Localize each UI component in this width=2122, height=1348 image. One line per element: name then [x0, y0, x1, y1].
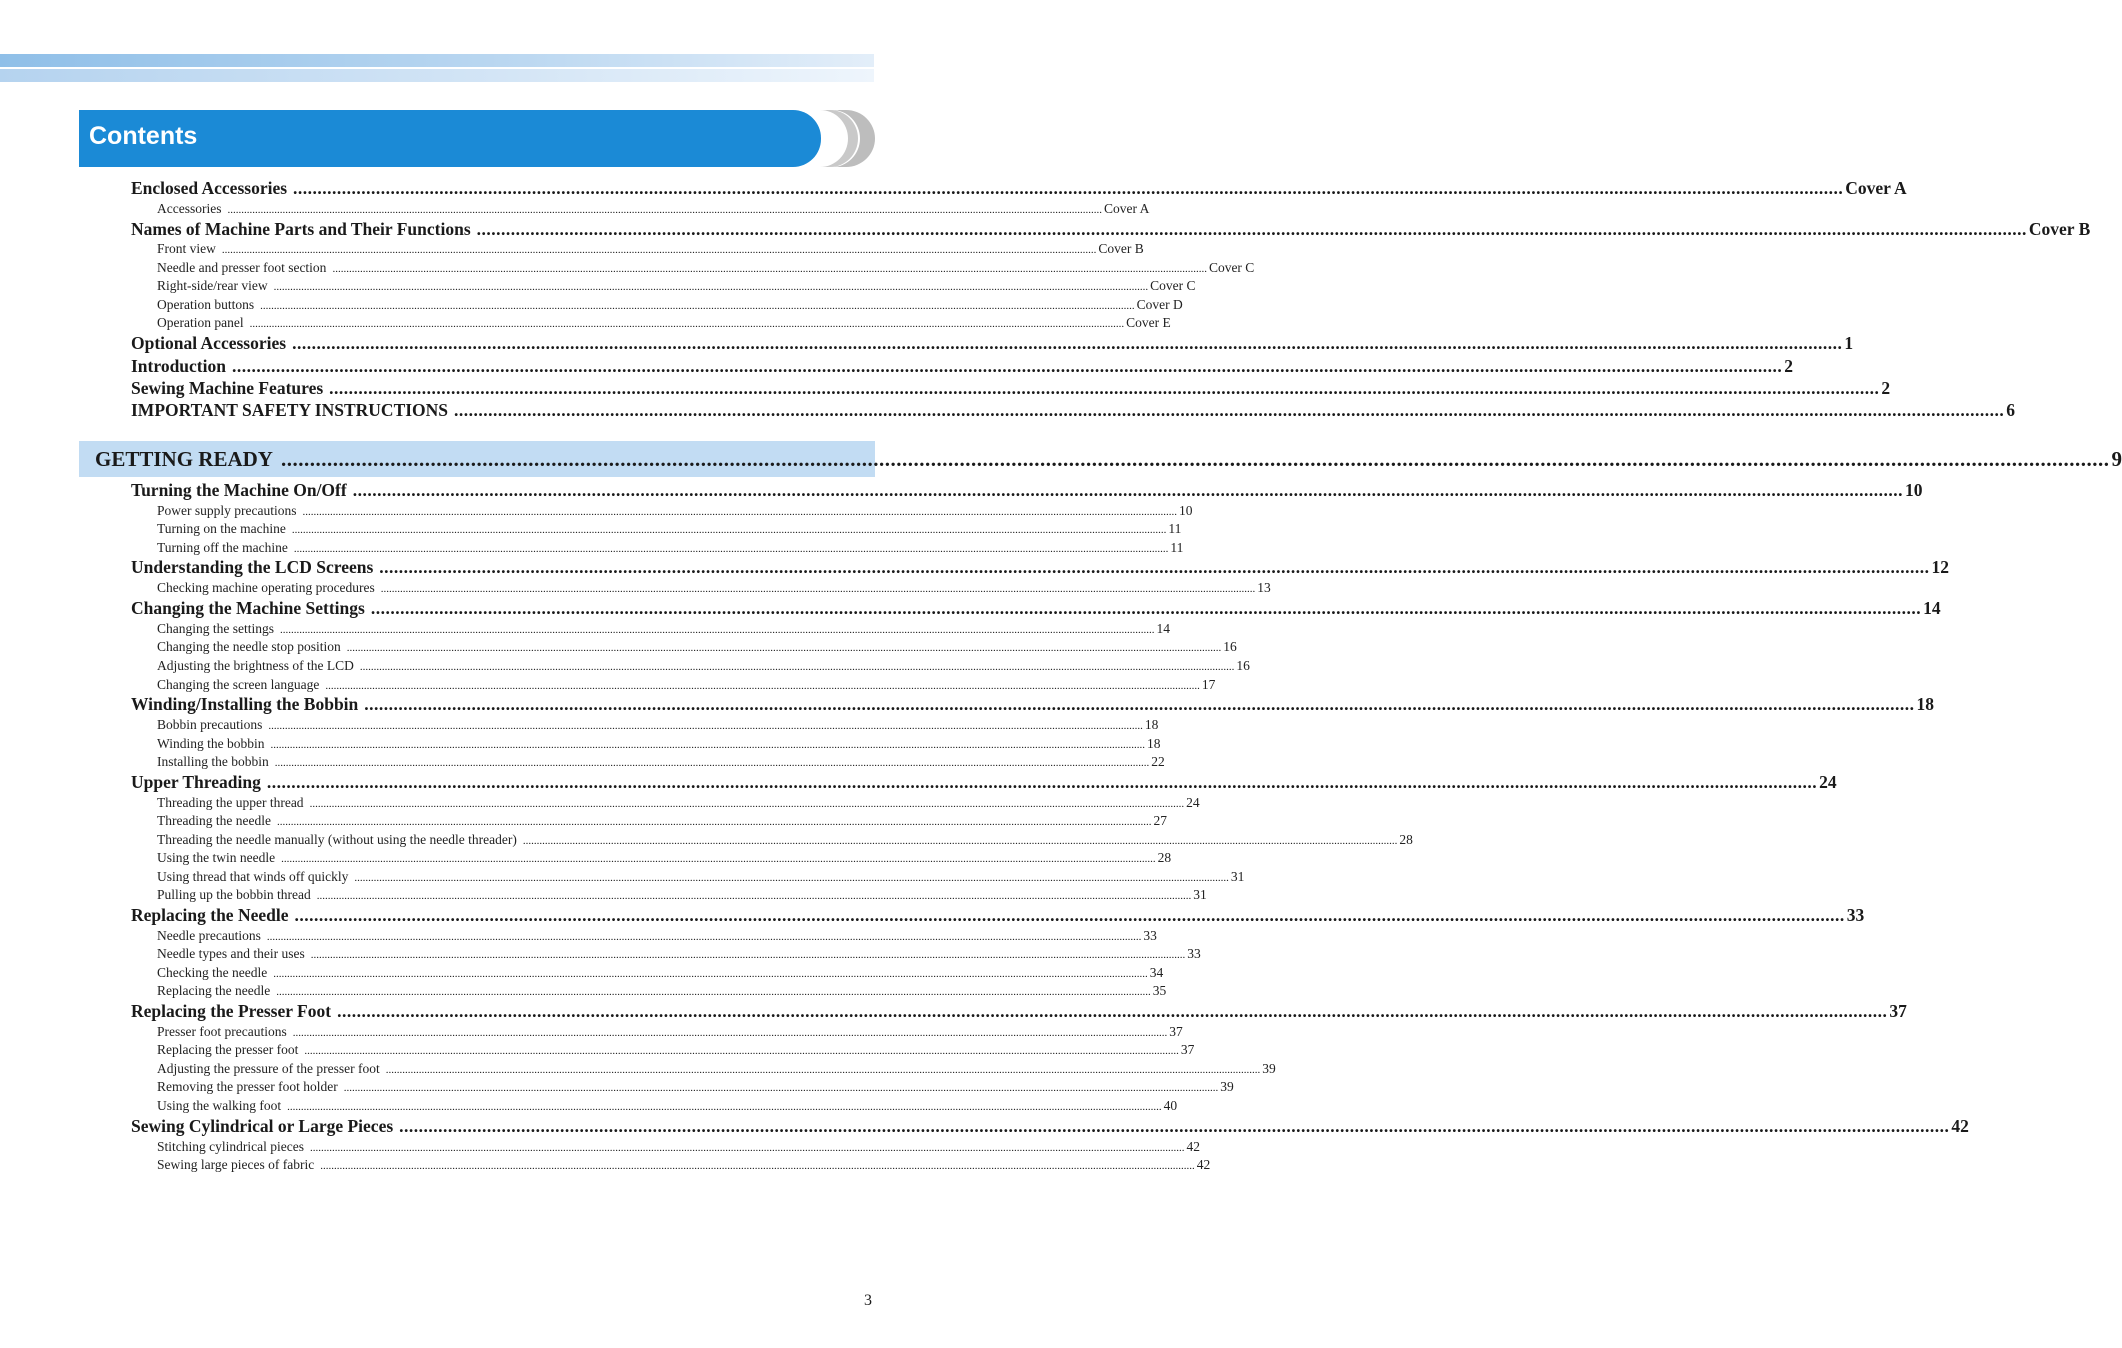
toc-entry-page: 39	[1262, 1061, 1276, 1076]
toc-entry-label: Adjusting the brightness of the LCD	[157, 658, 354, 673]
toc-entry-label: Optional Accessories	[131, 333, 287, 353]
toc-entry-page: Cover C	[1208, 260, 1255, 275]
toc-entry-label: Power supply precautions	[157, 503, 297, 518]
toc-subentry[interactable]	[157, 1156, 1211, 1174]
toc-entry-page: 35	[1152, 983, 1167, 998]
toc-entry-label: Removing the presser foot holder	[157, 1079, 338, 1094]
dot-leader: ..............................................................................................................................................................................................................................................................................................................................	[273, 281, 1149, 293]
toc-entry-label: Threading the needle manually (without using the needle threader)	[157, 832, 517, 847]
dot-leader: ..............................................................................................................................................................................................................................................................................................................................	[370, 598, 1922, 618]
dot-leader: ..............................................................................................................................................................................................................................................................................................................................	[343, 1082, 1219, 1094]
toc-entry-page: 16	[1236, 658, 1250, 673]
dot-leader: ..............................................................................................................................................................................................................................................................................................................................	[276, 816, 1152, 828]
toc-subentry[interactable]	[157, 539, 1184, 557]
dot-leader: ..............................................................................................................................................................................................................................................................................................................................	[249, 318, 1125, 330]
toc-entry-label: Installing the bobbin	[157, 754, 269, 769]
toc-subentry[interactable]	[157, 579, 1271, 597]
toc-entry-page: 14	[1156, 621, 1170, 636]
dot-leader: ..............................................................................................................................................................................................................................................................................................................................	[364, 694, 1915, 714]
dot-leader: ..............................................................................................................................................................................................................................................................................................................................	[310, 949, 1186, 961]
toc-subentry[interactable]	[157, 1078, 1234, 1096]
toc-subentry[interactable]	[157, 1041, 1195, 1059]
dot-leader: ..............................................................................................................................................................................................................................................................................................................................	[352, 480, 1903, 500]
toc-entry-label: Checking machine operating procedures	[157, 580, 375, 595]
toc-subentry[interactable]	[157, 982, 1167, 1000]
toc-entry-label: Using the twin needle	[157, 850, 276, 865]
toc-subentry[interactable]	[157, 314, 1171, 332]
dot-leader: ..............................................................................................................................................................................................................................................................................................................................	[332, 263, 1207, 275]
toc-entry-page: 27	[1153, 813, 1167, 828]
toc-entry-label: Adjusting the pressure of the presser foot	[157, 1061, 380, 1076]
toc-entry[interactable]	[131, 597, 1941, 619]
toc-entry-page: 39	[1220, 1079, 1234, 1094]
toc-entry-page: 28	[1399, 832, 1413, 847]
toc-entry-page: 16	[1223, 639, 1237, 654]
toc-entry-page: 40	[1163, 1098, 1178, 1113]
chapter-label: GETTING READY	[95, 447, 273, 471]
toc-entry-label: Right-side/rear view	[157, 278, 268, 293]
toc-entry-label: Understanding the LCD Screens	[131, 557, 374, 577]
dot-leader: ..............................................................................................................................................................................................................................................................................................................................	[291, 524, 1167, 536]
toc-entry-page: 2	[1881, 378, 1891, 398]
toc-entry-page: 33	[1846, 905, 1865, 925]
toc-entry-label: Sewing Machine Features	[131, 378, 324, 398]
toc-subentry[interactable]	[157, 520, 1182, 538]
toc-subentry[interactable]	[157, 620, 1170, 638]
toc-entry-page: 42	[1951, 1116, 1969, 1136]
toc-entry-label: Turning the Machine On/Off	[131, 480, 347, 500]
dot-leader: ..............................................................................................................................................................................................................................................................................................................................	[294, 905, 1845, 925]
decorative-arcs-icon	[817, 110, 877, 167]
dot-leader: ..............................................................................................................................................................................................................................................................................................................................	[454, 400, 2005, 420]
toc-subentry[interactable]	[157, 1060, 1276, 1078]
toc-entry-page: 11	[1170, 540, 1184, 555]
toc-entry-label: Changing the screen language	[157, 677, 320, 692]
toc-entry-label: Using the walking foot	[157, 1098, 282, 1113]
toc-entry-label: Needle precautions	[157, 928, 261, 943]
toc-entry-label: Enclosed Accessories	[131, 178, 288, 198]
dot-leader: ..............................................................................................................................................................................................................................................................................................................................	[276, 986, 1151, 998]
toc-subentry[interactable]	[157, 1138, 1200, 1156]
toc-entry-label: Turning off the machine	[157, 540, 288, 555]
dot-leader: ..............................................................................................................................................................................................................................................................................................................................	[379, 557, 1930, 577]
chapter-page: 9	[2111, 447, 2122, 471]
page-title: Contents	[89, 122, 198, 150]
toc-entry-label: Replacing the needle	[157, 983, 271, 998]
toc-entry-page: 42	[1196, 1157, 1211, 1172]
toc-entry[interactable]	[131, 556, 1950, 578]
toc-subentry[interactable]	[157, 638, 1237, 656]
dot-leader: ..............................................................................................................................................................................................................................................................................................................................	[270, 739, 1145, 751]
toc-entry-label: Sewing large pieces of fabric	[157, 1157, 315, 1172]
dot-leader: ..............................................................................................................................................................................................................................................................................................................................	[320, 1160, 1195, 1172]
dot-leader: ..............................................................................................................................................................................................................................................................................................................................	[266, 772, 1818, 792]
toc-entry-page: Cover C	[1150, 278, 1196, 293]
dot-leader: ..............................................................................................................................................................................................................................................................................................................................	[227, 204, 1102, 216]
dot-leader: ..............................................................................................................................................................................................................................................................................................................................	[287, 1101, 1162, 1113]
toc-entry-page: 10	[1904, 480, 1923, 500]
toc-entry-label: Needle types and their uses	[157, 946, 305, 961]
toc-entry-page: 31	[1230, 869, 1245, 884]
toc-entry-label: Checking the needle	[157, 965, 268, 980]
dot-leader: ..............................................................................................................................................................................................................................................................................................................................	[221, 244, 1097, 256]
chapter-heading[interactable]	[95, 447, 2122, 472]
toc-entry-label: Sewing Cylindrical or Large Pieces	[131, 1116, 394, 1136]
dot-leader: ..............................................................................................................................................................................................................................................................................................................................	[304, 1045, 1179, 1057]
toc-entry[interactable]	[131, 1000, 1907, 1022]
toc-entry-page: 6	[2006, 400, 2016, 420]
toc-subentry[interactable]	[157, 849, 1172, 867]
toc-entry[interactable]	[131, 218, 2091, 240]
toc-subentry[interactable]	[157, 657, 1250, 675]
dot-leader: ..............................................................................................................................................................................................................................................................................................................................	[260, 300, 1135, 312]
dot-leader: ..............................................................................................................................................................................................................................................................................................................................	[293, 178, 1844, 198]
toc-subentry[interactable]	[157, 945, 1201, 963]
toc-entry-page: 37	[1169, 1024, 1183, 1039]
toc-entry-page: 42	[1186, 1139, 1200, 1154]
toc-entry-page: 13	[1257, 580, 1271, 595]
dot-leader: ..............................................................................................................................................................................................................................................................................................................................	[281, 853, 1156, 865]
toc-entry[interactable]	[131, 1115, 1969, 1137]
toc-subentry[interactable]	[157, 676, 1216, 694]
dot-leader: ..............................................................................................................................................................................................................................................................................................................................	[476, 219, 2027, 239]
toc-subentry[interactable]	[157, 964, 1164, 982]
toc-subentry[interactable]	[157, 502, 1193, 520]
toc-entry-label: Bobbin precautions	[157, 717, 263, 732]
dot-leader: ..............................................................................................................................................................................................................................................................................................................................	[231, 356, 1783, 376]
contents-header-bar	[79, 110, 821, 167]
toc-subentry[interactable]	[157, 1097, 1178, 1115]
toc-entry-label: Upper Threading	[131, 772, 261, 792]
toc-subentry[interactable]	[157, 200, 1150, 218]
toc-entry[interactable]	[131, 771, 1837, 793]
toc-entry-label: Changing the settings	[157, 621, 274, 636]
toc-entry-label: Pulling up the bobbin thread	[157, 887, 311, 902]
toc-entry-label: Winding the bobbin	[157, 736, 265, 751]
top-decorative-band	[0, 54, 874, 82]
toc-subentry[interactable]	[157, 868, 1245, 886]
toc-entry-label: Replacing the Needle	[131, 905, 289, 925]
toc-entry-page: 18	[1146, 736, 1161, 751]
toc-entry-page: Cover A	[1845, 178, 1907, 198]
toc-entry-page: 2	[1784, 356, 1793, 376]
dot-leader: ..............................................................................................................................................................................................................................................................................................................................	[293, 543, 1169, 555]
toc-subentry[interactable]	[157, 240, 1144, 258]
toc-subentry[interactable]	[157, 886, 1207, 904]
toc-entry-label: Front view	[157, 241, 216, 256]
toc-subentry[interactable]	[157, 831, 1413, 849]
toc-entry-page: 18	[1144, 717, 1159, 732]
toc-subentry[interactable]	[157, 735, 1161, 753]
toc-entry-page: 14	[1923, 598, 1941, 618]
toc-subentry[interactable]	[157, 277, 1196, 295]
dot-leader: ..............................................................................................................................................................................................................................................................................................................................	[280, 447, 2110, 471]
dot-leader: ..............................................................................................................................................................................................................................................................................................................................	[380, 583, 1256, 595]
toc-entry-page: Cover A	[1103, 201, 1150, 216]
toc-entry[interactable]	[131, 479, 1923, 501]
toc-entry-label: Changing the needle stop position	[157, 639, 341, 654]
toc-entry-label: Replacing the presser foot	[157, 1042, 299, 1057]
toc-entry-page: 18	[1916, 694, 1935, 714]
toc-subentry[interactable]	[157, 794, 1200, 812]
dot-leader: ..............................................................................................................................................................................................................................................................................................................................	[292, 333, 1843, 353]
toc-entry-label: Using thread that winds off quickly	[157, 869, 349, 884]
toc-entry-label: Accessories	[157, 201, 222, 216]
toc-entry-label: Winding/Installing the Bobbin	[131, 694, 359, 714]
toc-entry-page: 37	[1889, 1001, 1907, 1021]
toc-entry[interactable]	[131, 693, 1935, 715]
dot-leader: ..............................................................................................................................................................................................................................................................................................................................	[522, 835, 1398, 847]
dot-leader: ..............................................................................................................................................................................................................................................................................................................................	[316, 890, 1192, 902]
dot-leader: ..............................................................................................................................................................................................................................................................................................................................	[359, 661, 1235, 673]
dot-leader: ..............................................................................................................................................................................................................................................................................................................................	[268, 720, 1143, 732]
toc-entry-label: Needle and presser foot section	[157, 260, 327, 275]
toc-entry-page: Cover B	[2028, 219, 2091, 239]
toc-entry-label: Threading the upper thread	[157, 795, 304, 810]
dot-leader: ..............................................................................................................................................................................................................................................................................................................................	[309, 798, 1185, 810]
dot-leader: ..............................................................................................................................................................................................................................................................................................................................	[337, 1001, 1888, 1021]
page-number: 3	[864, 1292, 872, 1309]
dot-leader: ..............................................................................................................................................................................................................................................................................................................................	[325, 680, 1200, 692]
toc-entry-label: Operation panel	[157, 315, 244, 330]
toc-subentry[interactable]	[157, 1023, 1183, 1041]
toc-subentry[interactable]	[157, 927, 1157, 945]
toc-entry[interactable]	[131, 377, 1891, 399]
toc-entry-label: IMPORTANT SAFETY INSTRUCTIONS	[131, 400, 449, 420]
dot-leader: ..............................................................................................................................................................................................................................................................................................................................	[329, 378, 1880, 398]
toc-subentry[interactable]	[157, 296, 1183, 314]
toc-entry-label: Stitching cylindrical pieces	[157, 1139, 304, 1154]
toc-entry-page: Cover E	[1126, 315, 1171, 330]
toc-entry-page: Cover B	[1098, 241, 1144, 256]
toc-entry-label: Operation buttons	[157, 297, 255, 312]
toc-entry-label: Threading the needle	[157, 813, 271, 828]
toc-entry-label: Replacing the Presser Foot	[131, 1001, 332, 1021]
toc-entry[interactable]	[131, 399, 2016, 421]
toc-entry-page: 1	[1844, 333, 1854, 353]
toc-entry-label: Names of Machine Parts and Their Functions	[131, 219, 471, 239]
toc-entry-label: Turning on the machine	[157, 521, 286, 536]
toc-entry[interactable]	[131, 177, 1907, 199]
toc-subentry[interactable]	[157, 259, 1255, 277]
toc-entry-page: Cover D	[1136, 297, 1183, 312]
toc-entry[interactable]	[131, 904, 1865, 926]
toc-entry-page: 34	[1149, 965, 1164, 980]
toc-subentry[interactable]	[157, 753, 1165, 771]
dot-leader: ..............................................................................................................................................................................................................................................................................................................................	[266, 931, 1142, 943]
toc-entry-page: 33	[1143, 928, 1157, 943]
toc-entry-page: 28	[1157, 850, 1172, 865]
dot-leader: ..............................................................................................................................................................................................................................................................................................................................	[346, 642, 1222, 654]
toc-entry-label: Introduction	[131, 356, 226, 376]
toc-entry-label: Presser foot precautions	[157, 1024, 287, 1039]
toc-entry-page: 22	[1151, 754, 1165, 769]
toc-entry-page: 17	[1201, 677, 1216, 692]
toc-entry[interactable]	[131, 332, 1854, 354]
toc-entry-page: 31	[1193, 887, 1207, 902]
dot-leader: ..............................................................................................................................................................................................................................................................................................................................	[354, 872, 1229, 884]
toc-entry-page: 24	[1186, 795, 1200, 810]
dot-leader: ..............................................................................................................................................................................................................................................................................................................................	[309, 1142, 1185, 1154]
dot-leader: ..............................................................................................................................................................................................................................................................................................................................	[273, 968, 1148, 980]
dot-leader: ..............................................................................................................................................................................................................................................................................................................................	[302, 506, 1177, 518]
toc-entry-page: 12	[1931, 557, 1950, 577]
toc-subentry[interactable]	[157, 716, 1159, 734]
toc-entry-page: 10	[1178, 503, 1193, 518]
dot-leader: ..............................................................................................................................................................................................................................................................................................................................	[385, 1064, 1261, 1076]
dot-leader: ..............................................................................................................................................................................................................................................................................................................................	[292, 1027, 1168, 1039]
dot-leader: ..............................................................................................................................................................................................................................................................................................................................	[280, 624, 1155, 636]
dot-leader: ..............................................................................................................................................................................................................................................................................................................................	[399, 1116, 1950, 1136]
toc-entry-page: 37	[1180, 1042, 1195, 1057]
toc-entry-page: 24	[1819, 772, 1837, 792]
toc-entry-label: Changing the Machine Settings	[131, 598, 365, 618]
toc-entry[interactable]	[131, 355, 1793, 377]
dot-leader: ..............................................................................................................................................................................................................................................................................................................................	[274, 757, 1150, 769]
toc-entry-page: 11	[1168, 521, 1182, 536]
toc-entry-page: 33	[1187, 946, 1201, 961]
toc-subentry[interactable]	[157, 812, 1167, 830]
